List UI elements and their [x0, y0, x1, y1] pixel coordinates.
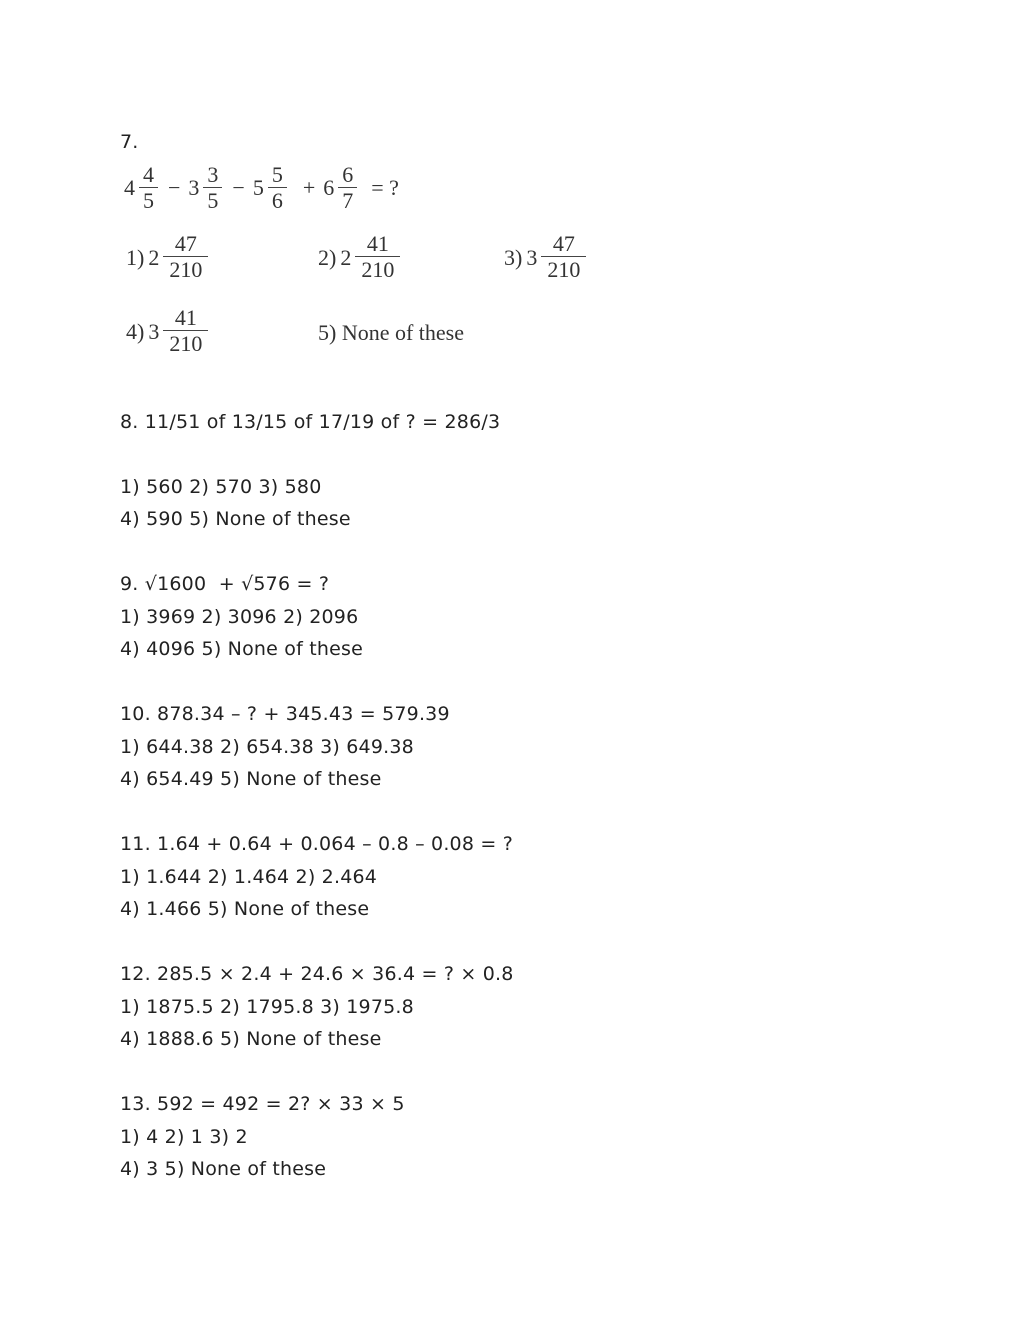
q13-options-line-2: 4) 3 5) None of these — [120, 1158, 327, 1180]
q8-question: 8. 11/51 of 13/15 of 17/19 of ? = 286/3 — [120, 411, 501, 433]
q7-option-5: 5) None of these — [318, 320, 465, 345]
q7-option-2: 2) 2 $\frac{41}{210}$ — [318, 232, 402, 283]
q13-options-line-1: 1) 4 2) 1 3) 2 — [120, 1126, 248, 1148]
q11-question: 11. 1.64 + 0.64 + 0.064 – 0.8 – 0.08 = ? — [120, 833, 514, 855]
q8-options-line-1: 1) 560 2) 570 3) 580 — [120, 476, 322, 498]
q8-options-line-2: 4) 590 5) None of these — [120, 508, 351, 530]
q7-term-3: 5 $\frac{5}{6}$ — [253, 163, 289, 214]
q7-option-4: 4) 3 $\frac{41}{210}$ — [126, 306, 210, 357]
q7-number: 7. — [120, 131, 139, 153]
q7-term-2: 3 $\frac{3}{5}$ — [188, 163, 224, 214]
q9-question: 9. √1600 + √576 = ? — [120, 573, 330, 595]
q12-options-line-1: 1) 1875.5 2) 1795.8 3) 1975.8 — [120, 996, 414, 1018]
q11-options-line-1: 1) 1.644 2) 1.464 2) 2.464 — [120, 866, 378, 888]
q12-options-line-2: 4) 1888.6 5) None of these — [120, 1028, 382, 1050]
q10-options-line-2: 4) 654.49 5) None of these — [120, 768, 382, 790]
q7-option-1: 1) 2 $\frac{47}{210}$ — [126, 232, 210, 283]
q9-options-line-1: 1) 3969 2) 3096 2) 2096 — [120, 606, 359, 628]
q13-question: 13. 592 = 492 = 2? × 33 × 5 — [120, 1093, 405, 1115]
q11-options-line-2: 4) 1.466 5) None of these — [120, 898, 370, 920]
q7-op-1: − — [168, 175, 181, 200]
q7-op-3: + — [302, 175, 316, 200]
q7-op-2: − — [232, 175, 245, 200]
q9-options-line-2: 4) 4096 5) None of these — [120, 638, 364, 660]
q10-options-line-1: 1) 644.38 2) 654.38 3) 649.38 — [120, 736, 414, 758]
q7-term-1: 4 $\frac{4}{5}$ — [124, 163, 160, 214]
q7-equation — [124, 158, 407, 218]
q7-equals: = ? — [371, 175, 399, 200]
q7-term-4: 6 $\frac{6}{7}$ — [323, 163, 359, 214]
q7-option-3: 3) 3 $\frac{47}{210}$ — [504, 232, 588, 283]
q12-question: 12. 285.5 × 2.4 + 24.6 × 36.4 = ? × 0.8 — [120, 963, 514, 985]
q10-question: 10. 878.34 – ? + 345.43 = 579.39 — [120, 703, 450, 725]
